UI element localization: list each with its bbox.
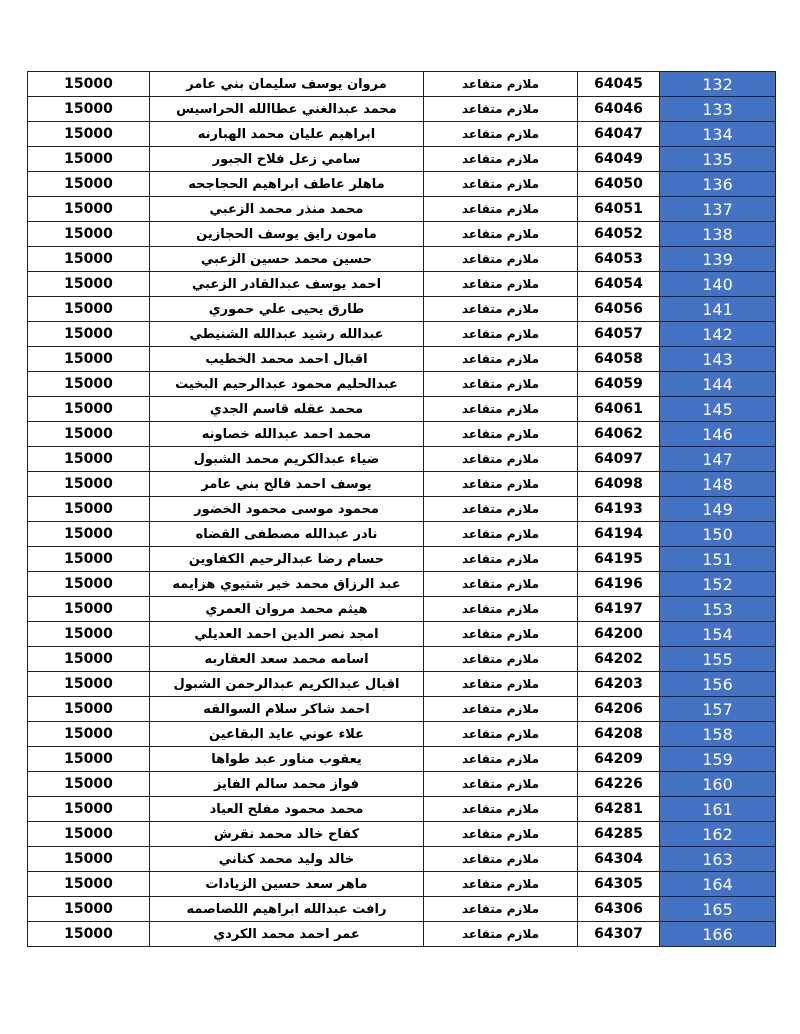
military-id-cell: 64059	[578, 372, 660, 397]
table-row	[28, 572, 776, 597]
sequence-number-cell: 136	[660, 172, 776, 197]
rank-cell: ملازم متقاعد	[424, 522, 578, 547]
military-id-cell: 64056	[578, 297, 660, 322]
table-row	[28, 822, 776, 847]
rank-cell: ملازم متقاعد	[424, 97, 578, 122]
sequence-number-cell: 152	[660, 572, 776, 597]
rank-cell: ملازم متقاعد	[424, 372, 578, 397]
name-cell: ماهر سعد حسين الزيادات	[150, 872, 424, 897]
rank-cell: ملازم متقاعد	[424, 772, 578, 797]
military-id-cell: 64057	[578, 322, 660, 347]
table-row	[28, 222, 776, 247]
name-cell: ابراهيم عليان محمد الهبارنه	[150, 122, 424, 147]
military-id-cell: 64209	[578, 747, 660, 772]
table-row	[28, 772, 776, 797]
name-cell: عبدالله رشيد عبدالله الشنيطي	[150, 322, 424, 347]
name-cell: محمد عبدالغني عطاالله الحراسيس	[150, 97, 424, 122]
table-row	[28, 147, 776, 172]
rank-cell: ملازم متقاعد	[424, 572, 578, 597]
military-id-cell: 64054	[578, 272, 660, 297]
table-row	[28, 347, 776, 372]
amount-cell: 15000	[28, 147, 150, 172]
rank-cell: ملازم متقاعد	[424, 822, 578, 847]
amount-cell: 15000	[28, 322, 150, 347]
amount-cell: 15000	[28, 872, 150, 897]
name-cell: نادر عبدالله مصطفى القضاه	[150, 522, 424, 547]
amount-cell: 15000	[28, 522, 150, 547]
table-row	[28, 422, 776, 447]
military-id-cell: 64052	[578, 222, 660, 247]
sequence-number-cell: 162	[660, 822, 776, 847]
military-id-cell: 64202	[578, 647, 660, 672]
name-cell: ضياء عبدالكريم محمد الشبول	[150, 447, 424, 472]
name-cell: مامون رايق يوسف الحجازين	[150, 222, 424, 247]
sequence-number-cell: 145	[660, 397, 776, 422]
rank-cell: ملازم متقاعد	[424, 447, 578, 472]
amount-cell: 15000	[28, 672, 150, 697]
table-row	[28, 122, 776, 147]
sequence-number-cell: 140	[660, 272, 776, 297]
amount-cell: 15000	[28, 247, 150, 272]
name-cell: يعقوب مناور عبد طواها	[150, 747, 424, 772]
name-cell: امجد نصر الدين احمد العديلي	[150, 622, 424, 647]
rank-cell: ملازم متقاعد	[424, 672, 578, 697]
name-cell: محمود موسى محمود الخضور	[150, 497, 424, 522]
military-id-cell: 64306	[578, 897, 660, 922]
sequence-number-cell: 149	[660, 497, 776, 522]
table-row	[28, 447, 776, 472]
table-row	[28, 722, 776, 747]
table-row	[28, 797, 776, 822]
rank-cell: ملازم متقاعد	[424, 622, 578, 647]
military-id-cell: 64206	[578, 697, 660, 722]
amount-cell: 15000	[28, 497, 150, 522]
table-row	[28, 272, 776, 297]
name-cell: هيثم محمد مروان العمري	[150, 597, 424, 622]
table-row	[28, 372, 776, 397]
amount-cell: 15000	[28, 547, 150, 572]
name-cell: رافت عبدالله ابراهيم اللصاصمه	[150, 897, 424, 922]
table-row	[28, 522, 776, 547]
table-row	[28, 247, 776, 272]
military-id-cell: 64285	[578, 822, 660, 847]
military-id-cell: 64281	[578, 797, 660, 822]
rank-cell: ملازم متقاعد	[424, 847, 578, 872]
table-row	[28, 97, 776, 122]
table-row	[28, 172, 776, 197]
table-row	[28, 922, 776, 947]
sequence-number-cell: 148	[660, 472, 776, 497]
amount-cell: 15000	[28, 97, 150, 122]
rank-cell: ملازم متقاعد	[424, 597, 578, 622]
name-cell: طارق يحيى علي حموري	[150, 297, 424, 322]
table-row	[28, 597, 776, 622]
retirees-table	[27, 71, 776, 947]
name-cell: اسامه محمد سعد العقاربه	[150, 647, 424, 672]
military-id-cell: 64193	[578, 497, 660, 522]
rank-cell: ملازم متقاعد	[424, 472, 578, 497]
name-cell: احمد يوسف عبدالقادر الزعبي	[150, 272, 424, 297]
military-id-cell: 64053	[578, 247, 660, 272]
sequence-number-cell: 139	[660, 247, 776, 272]
amount-cell: 15000	[28, 597, 150, 622]
sequence-number-cell: 147	[660, 447, 776, 472]
rank-cell: ملازم متقاعد	[424, 172, 578, 197]
military-id-cell: 64196	[578, 572, 660, 597]
military-id-cell: 64058	[578, 347, 660, 372]
rank-cell: ملازم متقاعد	[424, 647, 578, 672]
table-row	[28, 497, 776, 522]
rank-cell: ملازم متقاعد	[424, 497, 578, 522]
sequence-number-cell: 138	[660, 222, 776, 247]
name-cell: حسام رضا عبدالرحيم الكفاوين	[150, 547, 424, 572]
sequence-number-cell: 153	[660, 597, 776, 622]
amount-cell: 15000	[28, 397, 150, 422]
name-cell: اقبال عبدالكريم عبدالرحمن الشبول	[150, 672, 424, 697]
sequence-number-cell: 142	[660, 322, 776, 347]
name-cell: محمد منذر محمد الزعبي	[150, 197, 424, 222]
military-id-cell: 64046	[578, 97, 660, 122]
name-cell: محمد عقله قاسم الجدي	[150, 397, 424, 422]
sequence-number-cell: 154	[660, 622, 776, 647]
table-row	[28, 747, 776, 772]
military-id-cell: 64062	[578, 422, 660, 447]
rank-cell: ملازم متقاعد	[424, 122, 578, 147]
military-id-cell: 64305	[578, 872, 660, 897]
retirees-table-body	[28, 72, 776, 947]
rank-cell: ملازم متقاعد	[424, 72, 578, 97]
amount-cell: 15000	[28, 347, 150, 372]
rank-cell: ملازم متقاعد	[424, 922, 578, 947]
amount-cell: 15000	[28, 722, 150, 747]
table-row	[28, 72, 776, 97]
amount-cell: 15000	[28, 697, 150, 722]
sequence-number-cell: 166	[660, 922, 776, 947]
sequence-number-cell: 155	[660, 647, 776, 672]
table-row	[28, 697, 776, 722]
military-id-cell: 64051	[578, 197, 660, 222]
military-id-cell: 64208	[578, 722, 660, 747]
table-row	[28, 197, 776, 222]
military-id-cell: 64203	[578, 672, 660, 697]
name-cell: محمد احمد عبدالله خصاونه	[150, 422, 424, 447]
amount-cell: 15000	[28, 647, 150, 672]
sequence-number-cell: 158	[660, 722, 776, 747]
sequence-number-cell: 144	[660, 372, 776, 397]
name-cell: حسين محمد حسين الزعبي	[150, 247, 424, 272]
amount-cell: 15000	[28, 747, 150, 772]
military-id-cell: 64195	[578, 547, 660, 572]
table-row	[28, 647, 776, 672]
military-id-cell: 64307	[578, 922, 660, 947]
name-cell: عمر احمد محمد الكردي	[150, 922, 424, 947]
name-cell: مروان يوسف سليمان بني عامر	[150, 72, 424, 97]
military-id-cell: 64045	[578, 72, 660, 97]
amount-cell: 15000	[28, 847, 150, 872]
sequence-number-cell: 133	[660, 97, 776, 122]
rank-cell: ملازم متقاعد	[424, 547, 578, 572]
military-id-cell: 64098	[578, 472, 660, 497]
amount-cell: 15000	[28, 897, 150, 922]
table-row	[28, 622, 776, 647]
sequence-number-cell: 157	[660, 697, 776, 722]
sequence-number-cell: 159	[660, 747, 776, 772]
rank-cell: ملازم متقاعد	[424, 272, 578, 297]
sequence-number-cell: 146	[660, 422, 776, 447]
rank-cell: ملازم متقاعد	[424, 797, 578, 822]
sequence-number-cell: 164	[660, 872, 776, 897]
name-cell: محمد محمود مفلح العياد	[150, 797, 424, 822]
sequence-number-cell: 143	[660, 347, 776, 372]
name-cell: فواز محمد سالم الفايز	[150, 772, 424, 797]
table-row	[28, 297, 776, 322]
sequence-number-cell: 135	[660, 147, 776, 172]
amount-cell: 15000	[28, 797, 150, 822]
rank-cell: ملازم متقاعد	[424, 722, 578, 747]
rank-cell: ملازم متقاعد	[424, 897, 578, 922]
rank-cell: ملازم متقاعد	[424, 222, 578, 247]
table-row	[28, 847, 776, 872]
military-id-cell: 64197	[578, 597, 660, 622]
military-id-cell: 64061	[578, 397, 660, 422]
table-row	[28, 872, 776, 897]
name-cell: كفاح خالد محمد نقرش	[150, 822, 424, 847]
sequence-number-cell: 163	[660, 847, 776, 872]
amount-cell: 15000	[28, 447, 150, 472]
sequence-number-cell: 165	[660, 897, 776, 922]
amount-cell: 15000	[28, 372, 150, 397]
sequence-number-cell: 161	[660, 797, 776, 822]
amount-cell: 15000	[28, 297, 150, 322]
rank-cell: ملازم متقاعد	[424, 697, 578, 722]
name-cell: خالد وليد محمد كناني	[150, 847, 424, 872]
name-cell: احمد شاكر سلام السوالقه	[150, 697, 424, 722]
amount-cell: 15000	[28, 822, 150, 847]
amount-cell: 15000	[28, 72, 150, 97]
amount-cell: 15000	[28, 272, 150, 297]
amount-cell: 15000	[28, 172, 150, 197]
rank-cell: ملازم متقاعد	[424, 197, 578, 222]
sequence-number-cell: 134	[660, 122, 776, 147]
military-id-cell: 64226	[578, 772, 660, 797]
sequence-number-cell: 150	[660, 522, 776, 547]
sequence-number-cell: 141	[660, 297, 776, 322]
amount-cell: 15000	[28, 422, 150, 447]
military-id-cell: 64200	[578, 622, 660, 647]
name-cell: عبد الرزاق محمد خير شتيوي هزايمه	[150, 572, 424, 597]
rank-cell: ملازم متقاعد	[424, 397, 578, 422]
military-id-cell: 64304	[578, 847, 660, 872]
sequence-number-cell: 132	[660, 72, 776, 97]
table-row	[28, 547, 776, 572]
table-row	[28, 397, 776, 422]
name-cell: يوسف احمد فالح بني عامر	[150, 472, 424, 497]
rank-cell: ملازم متقاعد	[424, 322, 578, 347]
table-row	[28, 672, 776, 697]
rank-cell: ملازم متقاعد	[424, 147, 578, 172]
amount-cell: 15000	[28, 197, 150, 222]
sequence-number-cell: 156	[660, 672, 776, 697]
sequence-number-cell: 151	[660, 547, 776, 572]
amount-cell: 15000	[28, 772, 150, 797]
military-id-cell: 64097	[578, 447, 660, 472]
name-cell: ماهلر عاطف ابراهيم الحجاجحه	[150, 172, 424, 197]
rank-cell: ملازم متقاعد	[424, 347, 578, 372]
military-id-cell: 64049	[578, 147, 660, 172]
table-row	[28, 472, 776, 497]
name-cell: علاء عوني عايد البقاعين	[150, 722, 424, 747]
amount-cell: 15000	[28, 572, 150, 597]
amount-cell: 15000	[28, 122, 150, 147]
rank-cell: ملازم متقاعد	[424, 297, 578, 322]
table-row	[28, 322, 776, 347]
name-cell: اقبال احمد محمد الخطيب	[150, 347, 424, 372]
rank-cell: ملازم متقاعد	[424, 422, 578, 447]
amount-cell: 15000	[28, 222, 150, 247]
name-cell: سامي زعل فلاح الجبور	[150, 147, 424, 172]
rank-cell: ملازم متقاعد	[424, 247, 578, 272]
military-id-cell: 64047	[578, 122, 660, 147]
name-cell: عبدالحليم محمود عبدالرحيم البخيت	[150, 372, 424, 397]
table-row	[28, 897, 776, 922]
rank-cell: ملازم متقاعد	[424, 872, 578, 897]
amount-cell: 15000	[28, 922, 150, 947]
sequence-number-cell: 137	[660, 197, 776, 222]
amount-cell: 15000	[28, 472, 150, 497]
amount-cell: 15000	[28, 622, 150, 647]
military-id-cell: 64194	[578, 522, 660, 547]
military-id-cell: 64050	[578, 172, 660, 197]
rank-cell: ملازم متقاعد	[424, 747, 578, 772]
sequence-number-cell: 160	[660, 772, 776, 797]
